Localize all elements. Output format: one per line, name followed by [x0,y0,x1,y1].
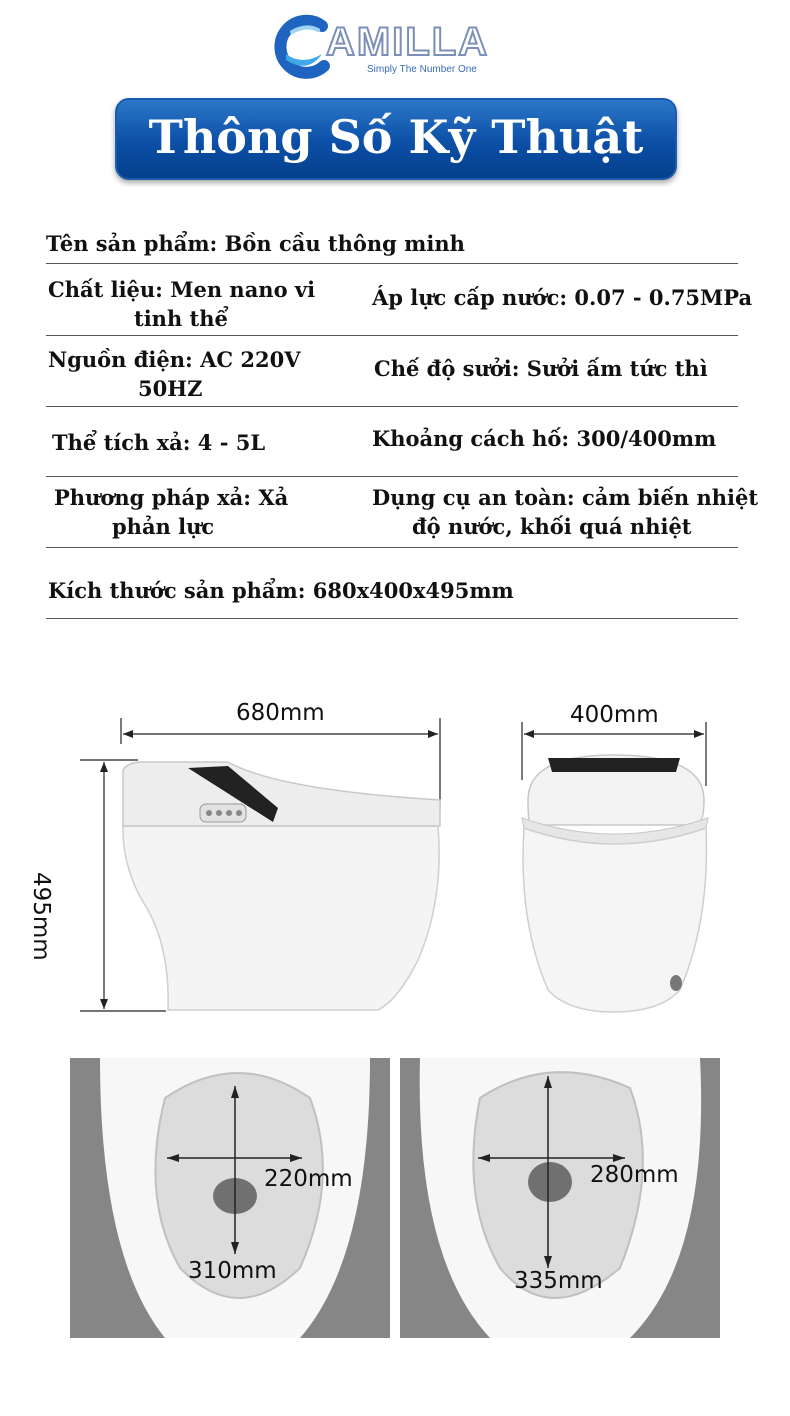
spec-rough-in: Khoảng cách hố: 300/400mm [372,426,717,451]
spec-water-pressure: Áp lực cấp nước: 0.07 - 0.75MPa [372,285,753,310]
seat2-length-label: 335mm [514,1268,603,1294]
spec-flush-method-line2: phản lực [112,514,215,539]
front-view-diagram [508,700,738,1020]
spec-safety-line1: Dụng cụ an toàn: cảm biến nhiệt [372,485,759,510]
brand-name: AMILLA [326,20,490,64]
spec-material [48,275,348,333]
seat-photo-2 [400,1058,720,1338]
spec-power-line2: 50HZ [138,376,203,401]
divider [46,547,738,548]
seat-photo-1 [70,1058,390,1338]
logo-c-icon [272,14,332,80]
length-label: 680mm [236,700,325,726]
spec-safety [372,483,758,541]
spec-safety-line2: độ nước, khối quá nhiệt [412,514,692,539]
divider [46,476,738,477]
divider [46,335,738,336]
divider [46,618,738,619]
height-label: 495mm [28,872,54,961]
side-view-diagram [78,700,458,1020]
brand-tagline: Simply The Number One [367,64,477,75]
width-label: 400mm [570,702,659,728]
spec-power [48,345,301,403]
seat1-length-label: 310mm [188,1258,277,1284]
seat-1-illustration [70,1058,390,1338]
spec-flush-method [54,483,288,541]
page-title: Thông Số Kỹ Thuật [148,110,644,164]
seat2-width-label: 280mm [590,1162,679,1188]
spec-flush-method-line1: Phương pháp xả: Xả [54,485,289,510]
divider [46,406,738,407]
seat1-width-label: 220mm [264,1166,353,1192]
seat-2-illustration [400,1058,720,1338]
spec-product-name: Tên sản phẩm: Bồn cầu thông minh [46,231,465,256]
spec-material-line2: tinh thể [134,306,228,331]
spec-power-line1: Nguồn điện: AC 220V [48,347,301,372]
title-banner [115,98,677,180]
spec-dimensions: Kích thước sản phẩm: 680x400x495mm [48,578,514,603]
brand-logo [272,14,522,80]
spec-flush-volume: Thể tích xả: 4 - 5L [52,430,266,455]
divider [46,263,738,264]
spec-heating: Chế độ sưởi: Sưởi ấm tức thì [374,356,708,381]
spec-material-line1: Chất liệu: Men nano vi [48,277,316,302]
